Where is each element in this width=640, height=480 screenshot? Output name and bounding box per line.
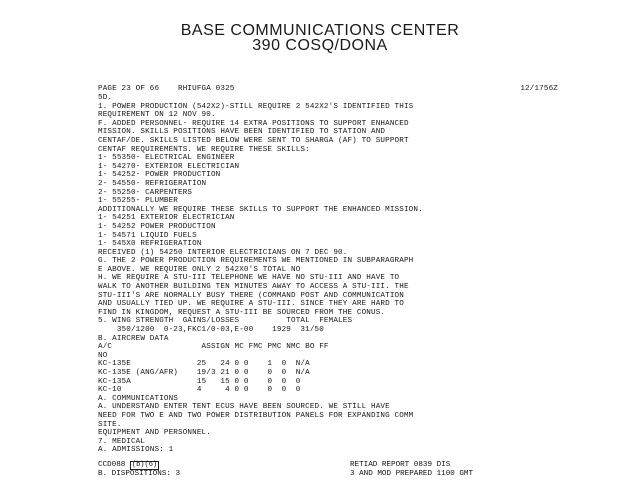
- message-line: B. AIRCREW DATA: [98, 334, 169, 343]
- message-line: FIND IN KINGDOM, REQUEST A STU-III BE SOURCED FROM THE CONUS.: [98, 308, 386, 317]
- message-line: 7. MEDICAL: [98, 437, 146, 446]
- table-row: KC-10 4 4 0 0 0 0 0: [98, 386, 301, 395]
- disclosure-code: CCD088: [98, 461, 130, 469]
- message-line: H. WE REQUIRE A STU-III TELEPHONE WE HAVE NO STU-III AND HAVE TO: [98, 274, 400, 283]
- message-line: 1- 54251 EXTERIOR ELECTRICIAN: [98, 214, 235, 223]
- message-line: E ABOVE. WE REQUIRE ONLY 2 542X0'S TOTAL NO: [98, 265, 301, 274]
- message-line: 1- 55350- ELECTRICAL ENGINEER: [98, 154, 235, 163]
- unit-subtitle: 390 COSQ/DONA: [252, 37, 388, 54]
- dispositions-line: B. DISPOSITIONS: 3: [98, 470, 181, 478]
- table-row: KC-135E (ANG/AFR) 19/3 21 0 0 0 0 N/A: [98, 369, 310, 377]
- report-reference: RETIAD REPORT 0839 DIS: [350, 461, 451, 469]
- message-line: F. ADDED PERSONNEL- REQUIRE 14 EXTRA POSITIONS TO SUPPORT ENHANCED: [98, 119, 409, 128]
- page-number: PAGE 23 OF 66 RHIUFGA 0325: [98, 85, 235, 93]
- message-body: [98, 94, 423, 455]
- table-row: KC-135E 25 24 0 0 1 0 N/A: [98, 360, 310, 369]
- message-line: 350/1200 0-23,FKC1/0-03,E-00 1929 31/50: [98, 326, 324, 335]
- message-line: REQUIREMENT ON 12 NOV 90.: [98, 111, 216, 120]
- message-line: MISSION. SKILLS POSITIONS HAVE BEEN IDENTIFIED TO STATION AND: [98, 128, 386, 137]
- table-row: KC-135A 15 15 0 0 0 0 0: [98, 377, 301, 386]
- redaction-mark: (b)(6): [131, 461, 158, 469]
- message-line: 2- 54550- REFRIGERATION: [98, 179, 207, 188]
- message-line: SITE.: [98, 420, 122, 429]
- message-line: A. UNDERSTAND ENTER TENT ECUS HAVE BEEN SOURCED. WE STILL HAVE: [98, 403, 390, 412]
- message-line: 1- 54252 POWER PRODUCTION: [98, 222, 216, 231]
- message-line: EQUIPMENT AND PERSONNEL.: [98, 429, 211, 438]
- date-time-group: 12/1756Z: [520, 85, 558, 93]
- message-line: G. THE 2 POWER PRODUCTION REQUIREMENTS WE MENTIONED IN SUBPARAGRAPH: [98, 257, 414, 266]
- message-line: 1- 54270- EXTERIOR ELECTRICIAN: [98, 162, 240, 171]
- message-line: 2- 55250- CARPENTERS: [98, 188, 193, 197]
- message-line: 1- 54252- POWER PRODUCTION: [98, 171, 221, 180]
- message-line: 1- 54571 LIQUID FUELS: [98, 231, 197, 240]
- message-line: AND USUALLY TIED UP. WE REQUIRE A STU-III. SINCE THEY ARE HARD TO: [98, 300, 404, 309]
- table-header: A/C ASSIGN MC FMC PMC NMC BO FF: [98, 343, 329, 352]
- report-prepared: 3 AND MOD PREPARED 1100 GMT: [350, 470, 474, 478]
- center-title: BASE COMMUNICATIONS CENTER: [180, 22, 460, 39]
- disclosure-code-line: [98, 461, 159, 470]
- table-subheader: NO: [98, 351, 108, 360]
- message-line: 1- 55255- PLUMBER: [98, 197, 179, 206]
- message-line: A. COMMUNICATIONS: [98, 394, 179, 403]
- message-line: ADDITIONALLY WE REQUIRE THESE SKILLS TO SUPPORT THE ENHANCED MISSION.: [98, 205, 423, 214]
- message-line: RECEIVED (1) 54250 INTERIOR ELECTRICIANS ON 7 DEC 90.: [98, 248, 348, 257]
- message-line: WALK TO ANOTHER BUILDING TEN MINUTES AWAY TO ACCESS A STU-III. THE: [98, 283, 409, 292]
- message-line: CENTAF/DE. SKILLS LISTED BELOW WERE SENT TO SHARGA (AF) TO SUPPORT: [98, 136, 409, 145]
- message-line: 1- 545X0 REFRIGERATION: [98, 240, 202, 249]
- message-line: STU-III'S ARE NORMALLY BUSY THERE (COMMAND POST AND COMMUNICATION: [98, 291, 404, 300]
- message-line: A. ADMISSIONS: 1: [98, 446, 174, 455]
- message-line: CENTAF REQUIREMENTS. WE REQUIRE THESE SKILLS:: [98, 145, 310, 154]
- message-line: 5. WING STRENGTH GAINS/LOSSES TOTAL FEMALES: [98, 317, 353, 326]
- message-line: NEED FOR TWO E AND TWO POWER DISTRIBUTION PANELS FOR EXPANDING COMM: [98, 411, 414, 420]
- message-line: 1. POWER PRODUCTION (542X2)-STILL REQUIRE 2 542X2'S IDENTIFIED THIS: [98, 102, 414, 111]
- message-line: 5D.: [98, 94, 113, 102]
